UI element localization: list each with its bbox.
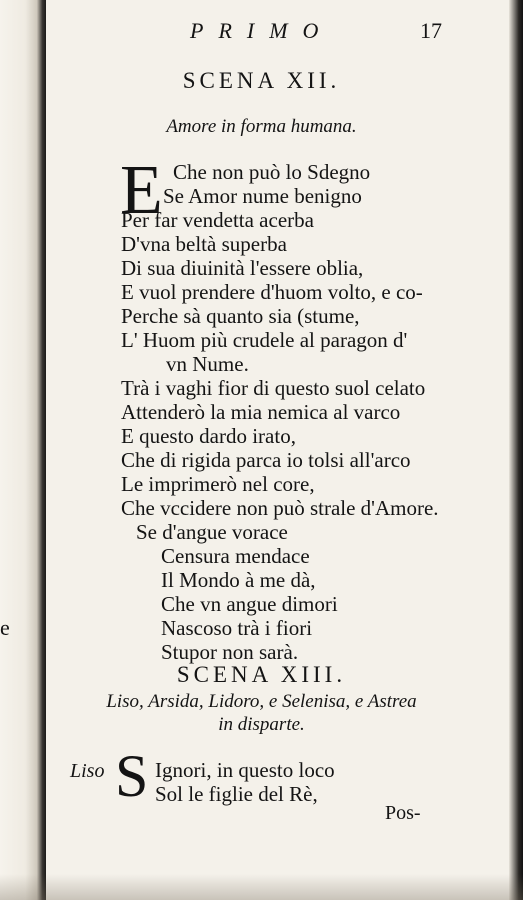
previous-page-fragment: e: [0, 615, 10, 640]
page-number: 17: [420, 18, 442, 43]
scene-13-title: SCENA XIII.: [176, 662, 347, 687]
scene-13-characters-cont: in disparte.: [218, 714, 305, 735]
verse-line: Che vccidere non può strale d'Amore.: [121, 496, 439, 520]
verse-line: Nascoso trà i fiori: [161, 616, 313, 640]
verse-line: Se d'angue vorace: [136, 520, 288, 544]
verse-line: Perche sà quanto sia (stume,: [121, 304, 360, 328]
verse-line: Sol le figlie del Rè,: [155, 782, 318, 806]
verse-line: Censura mendace: [161, 544, 310, 568]
verse-line: Il Mondo à me dà,: [161, 568, 316, 592]
verse-line: Che vn angue dimori: [161, 592, 338, 616]
verse-line: Se Amor nume benigno: [163, 184, 362, 208]
verse-line: Ignori, in questo loco: [155, 758, 335, 782]
verse-line: Che non può lo Sdegno: [173, 160, 371, 184]
catchword: Pos-: [385, 802, 421, 824]
verse-line: Che di rigida parca io tolsi all'arco: [121, 448, 411, 472]
scene-13-characters: Liso, Arsida, Lidoro, e Selenisa, e Astrea: [106, 691, 417, 712]
speaker-name: Liso: [70, 760, 105, 782]
scene-13-dropcap: S: [115, 743, 149, 809]
verse-line: D'vna beltà superba: [121, 232, 287, 256]
verse-line: L' Huom più crudele al paragon d': [121, 328, 408, 352]
verse-line: Stupor non sarà.: [161, 640, 299, 664]
verse-line: Per far vendetta acerba: [121, 208, 314, 232]
scene-12-title: SCENA XII.: [182, 68, 341, 93]
scene-12-character: Amore in forma humana.: [166, 116, 357, 137]
page-bottom-edge: [0, 874, 523, 900]
verse-line: Le imprimerò nel core,: [121, 472, 315, 496]
verse-line: E questo dardo irato,: [121, 424, 296, 448]
verse-line: vn Nume.: [166, 352, 249, 376]
verse-line: Trà i vaghi fior di questo suol celato: [121, 376, 426, 400]
verse-line: Di sua diuinità l'essere oblia,: [121, 256, 364, 280]
scene-12-dropcap: E: [120, 152, 163, 229]
verse-line: E vuol prendere d'huom volto, e co-: [121, 280, 423, 304]
running-head: PRIMO: [190, 18, 334, 43]
verse-line: Attenderò la mia nemica al varco: [121, 400, 401, 424]
